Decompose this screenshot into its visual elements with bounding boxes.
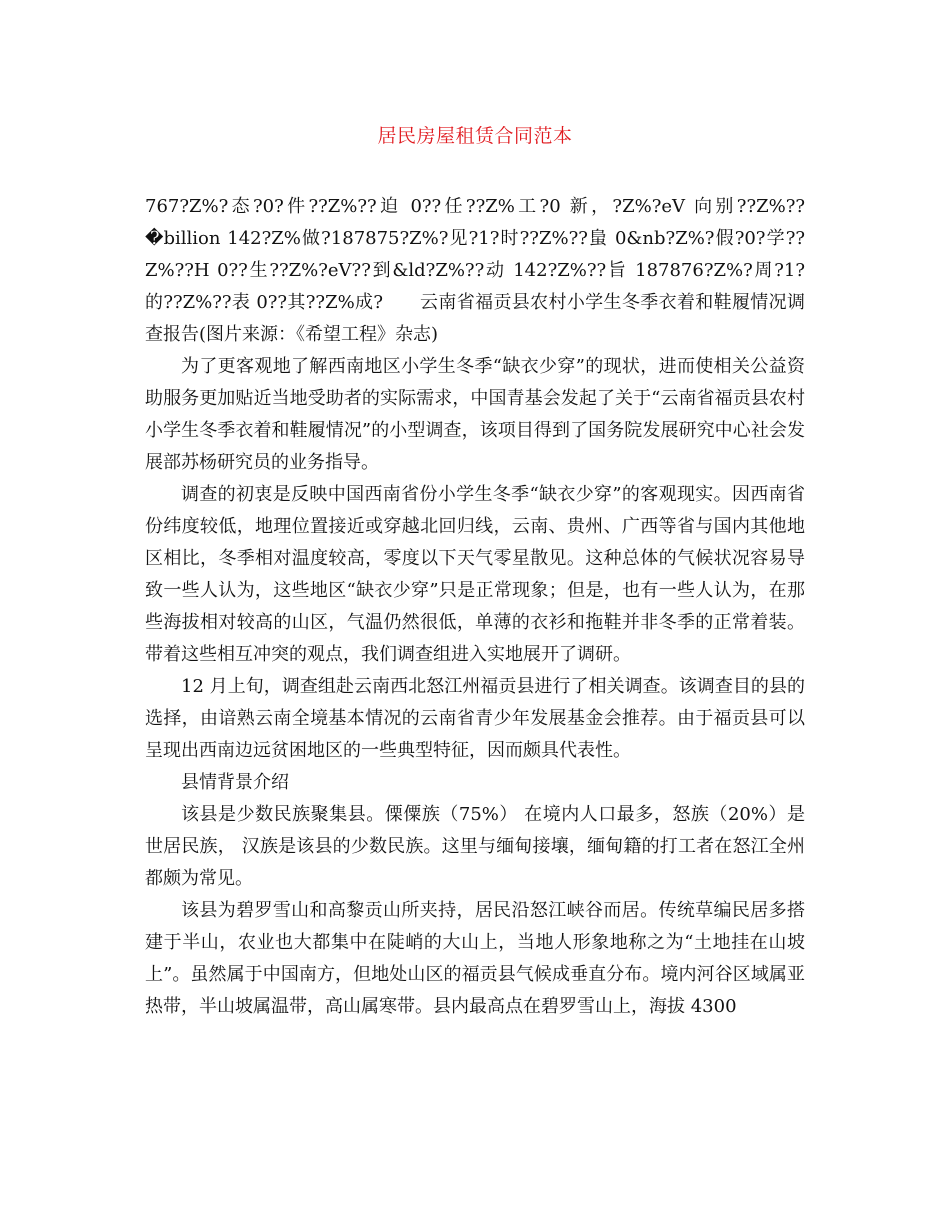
paragraph: 该县是少数民族聚集县。傈僳族（75%） 在境内人口最多，怒族（20%）是世居民族， 汉族是该县的少数民族。这里与缅甸接壤，缅甸籍的打工者在怒江全州都颇为常见。: [145, 804, 805, 889]
paragraph: 为了更客观地了解西南地区小学生冬季“缺衣少穿”的现状，进而使相关公益资助服务更加贴近当地受助者的实际需求，中国青基会发起了关于“云南省福贡县农村小学生冬季衣着和鞋履情况”的小型调查，该项目得到了国务院发展研究中心社会发展部苏杨研究员的业务指导。: [145, 356, 805, 473]
paragraph-intro: 767?Z%?态?0?件??Z%??迫 0??任??Z%工?0 新，?Z%?eV 向别??Z%??�billion 142?Z%做?187875?Z%?见?1?时??Z%??蛗 0&nb?Z%?假?0?学??Z%??H 0??生??Z%?eV??到&ld?Z%??动 142?Z%??旨 187876?Z%?周?1?的??Z%??表 0??其??Z%成? 云南省福贡县农村小学生冬季衣着和鞋履情况调查报告(图片来源：《希望工程》杂志): [145, 196, 806, 345]
paragraph: 12 月上旬，调查组赴云南西北怒江州福贡县进行了相关调查。该调查目的县的选择，由谙熟云南全境基本情况的云南省青少年发展基金会推荐。由于福贡县可以呈现出西南边远贫困地区的一些典型特征，因而颇具代表性。: [145, 676, 805, 761]
paragraph: 调查的初衷是反映中国西南省份小学生冬季“缺衣少穿”的客观现实。因西南省份纬度较低，地理位置接近或穿越北回归线，云南、贵州、广西等省与国内其他地区相比，冬季相对温度较高，零度以下天气零星散见。这种总体的气候状况容易导致一些人认为，这些地区“缺衣少穿”只是正常现象；但是，也有一些人认为，在那些海拔相对较高的山区，气温仍然很低，单薄的衣衫和拖鞋并非冬季的正常着装。带着这些相互冲突的观点，我们调查组进入实地展开了调研。: [145, 484, 805, 665]
paragraph: 该县为碧罗雪山和高黎贡山所夹持，居民沿怒江峡谷而居。传统草编民居多搭建于半山，农业也大都集中在陡峭的大山上，当地人形象地称之为“土地挂在山坡上”。虽然属于中国南方，但地处山区的福贡县气候成垂直分布。境内河谷区域属亚热带，半山坡属温带，高山属寒带。县内最高点在碧罗雪山上，海拔 4300: [145, 900, 805, 1017]
document-body: [145, 191, 805, 1023]
document-title: 居民房屋租赁合同范本: [377, 125, 573, 147]
section-heading: 县情背景介绍: [181, 772, 289, 793]
